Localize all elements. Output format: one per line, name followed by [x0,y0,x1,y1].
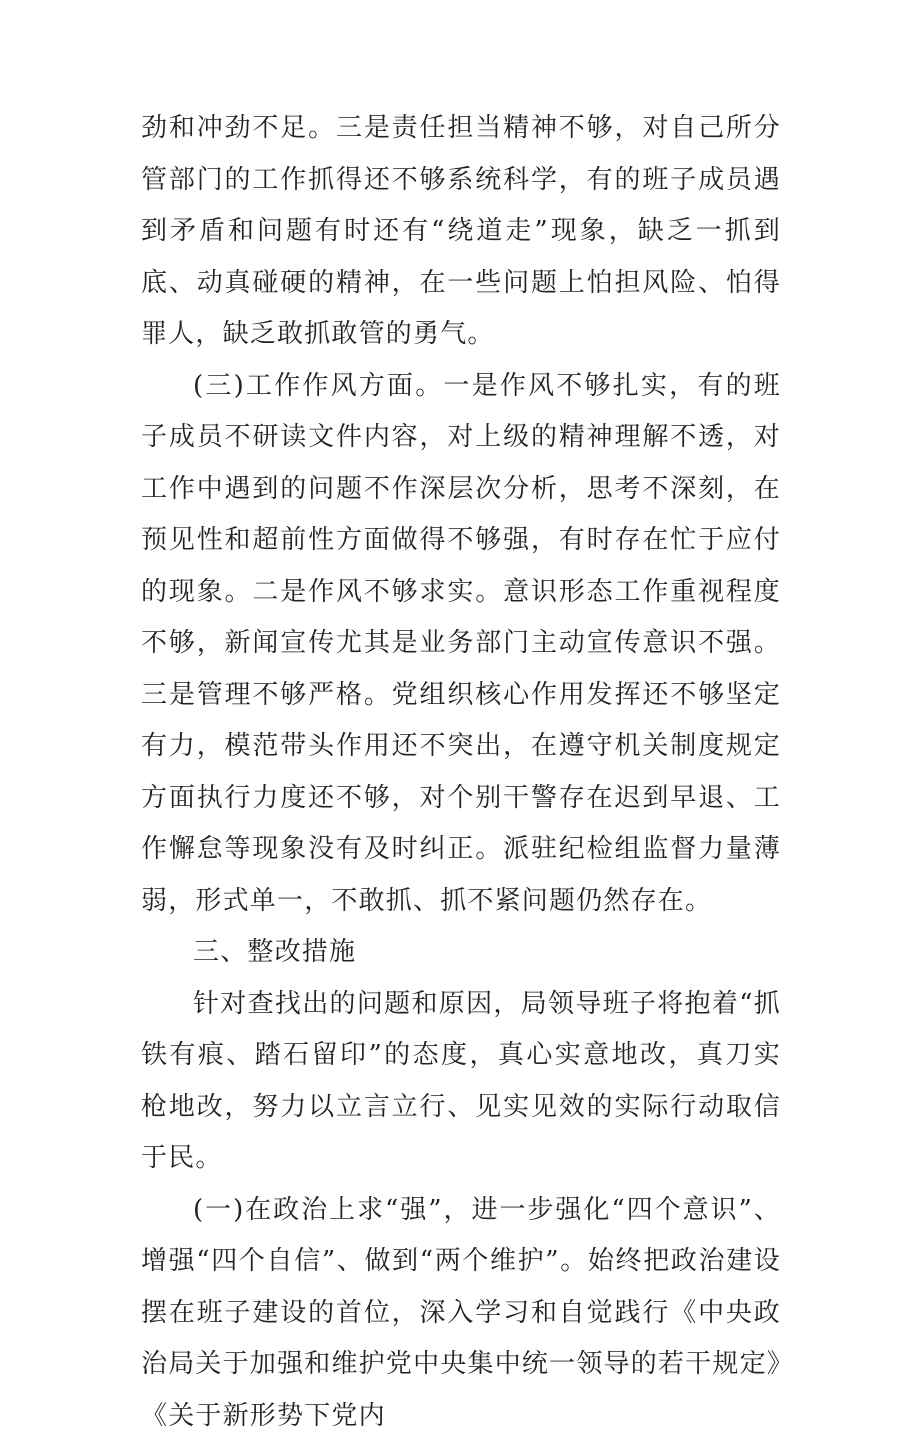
paragraph-rectification-intro: 针对查找出的问题和原因，局领导班子将抱着“抓铁有痕、踏石留印”的态度，真心实意地改，真刀实枪地改，努力以立言立行、见实见效的实际行动取信于民。 [141,979,781,1185]
paragraph-political-strength: (一)在政治上求“强”，进一步强化“四个意识”、增强“四个自信”、做到“两个维护”。始终把政治建设摆在班子建设的首位，深入学习和自觉践行《中央政治局关于加强和维护党中央集中统一领导的若干规定》《关于新形势下党内 [141,1185,781,1442]
paragraph-continuation: 劲和冲劲不足。三是责任担当精神不够，对自己所分管部门的工作抓得还不够系统科学，有的班子成员遇到矛盾和问题有时还有“绕道走”现象，缺乏一抓到底、动真碰硬的精神，在一些问题上怕担风险、怕得罪人，缺乏敢抓敢管的勇气。 [141,103,781,361]
document-body [141,103,781,1442]
paragraph-work-style: (三)工作作风方面。一是作风不够扎实，有的班子成员不研读文件内容，对上级的精神理解不透，对工作中遇到的问题不作深层次分析，思考不深刻，在预见性和超前性方面做得不够强，有时存在忙于应付的现象。二是作风不够求实。意识形态工作重视程度不够，新闻宣传尤其是业务部门主动宣传意识不强。三是管理不够严格。党组织核心作用发挥还不够坚定有力，模范带头作用还不突出，在遵守机关制度规定方面执行力度还不够，对个别干警存在迟到早退、工作懈怠等现象没有及时纠正。派驻纪检组监督力量薄弱，形式单一，不敢抓、抓不紧问题仍然存在。 [141,361,781,928]
section-heading-rectification: 三、整改措施 [141,927,781,979]
